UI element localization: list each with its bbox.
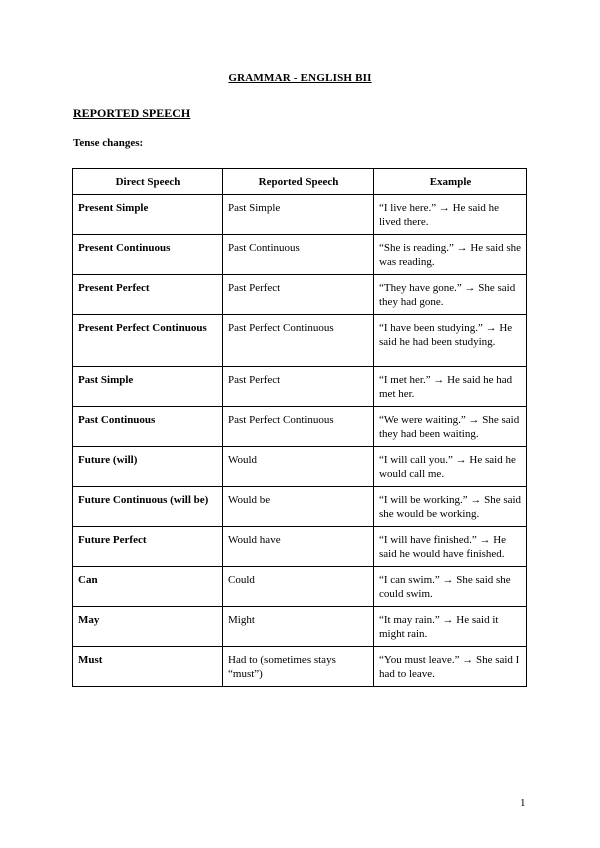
table-header-row bbox=[73, 169, 527, 195]
table-row bbox=[73, 527, 527, 567]
direct-speech-cell: Future Continuous (will be) bbox=[73, 487, 223, 527]
table-row bbox=[73, 275, 527, 315]
reported-speech-cell: Had to (sometimes stays “must”) bbox=[223, 647, 374, 687]
example-cell: “She is reading.” → He said she was reading. bbox=[374, 235, 527, 275]
direct-speech-cell: Future (will) bbox=[73, 447, 223, 487]
reported-speech-cell: Would bbox=[223, 447, 374, 487]
table-row bbox=[73, 567, 527, 607]
reported-speech-cell: Past Simple bbox=[223, 195, 374, 235]
reported-speech-cell: Would be bbox=[223, 487, 374, 527]
table-row bbox=[73, 647, 527, 687]
table-row bbox=[73, 195, 527, 235]
example-cell: “I can swim.” → She said she could swim. bbox=[374, 567, 527, 607]
tense-changes-table bbox=[72, 168, 527, 687]
table-row bbox=[73, 487, 527, 527]
reported-speech-cell: Past Perfect bbox=[223, 367, 374, 407]
example-cell: “I met her.” → He said he had met her. bbox=[374, 367, 527, 407]
reported-speech-cell: Would have bbox=[223, 527, 374, 567]
reported-speech-cell: Might bbox=[223, 607, 374, 647]
example-cell: “I will be working.” → She said she would be working. bbox=[374, 487, 527, 527]
direct-speech-cell: Present Perfect Continuous bbox=[73, 315, 223, 367]
direct-speech-cell: Past Continuous bbox=[73, 407, 223, 447]
document-title: GRAMMAR - ENGLISH BII bbox=[228, 72, 372, 84]
direct-speech-cell: Present Simple bbox=[73, 195, 223, 235]
direct-speech-cell: Past Simple bbox=[73, 367, 223, 407]
example-cell: “You must leave.” → She said I had to leave. bbox=[374, 647, 527, 687]
direct-speech-cell: Must bbox=[73, 647, 223, 687]
example-cell: “I have been studying.” → He said he had been studying. bbox=[374, 315, 527, 367]
example-cell: “I live here.” → He said he lived there. bbox=[374, 195, 527, 235]
header-direct-speech: Direct Speech bbox=[73, 169, 223, 195]
table-row bbox=[73, 315, 527, 367]
header-reported-speech: Reported Speech bbox=[223, 169, 374, 195]
example-cell: “I will have finished.” → He said he would have finished. bbox=[374, 527, 527, 567]
reported-speech-cell: Past Perfect bbox=[223, 275, 374, 315]
example-cell: “We were waiting.” → She said they had been waiting. bbox=[374, 407, 527, 447]
table-row bbox=[73, 607, 527, 647]
subheading: Tense changes: bbox=[73, 137, 144, 149]
reported-speech-cell: Past Continuous bbox=[223, 235, 374, 275]
reported-speech-cell: Could bbox=[223, 567, 374, 607]
reported-speech-cell: Past Perfect Continuous bbox=[223, 407, 374, 447]
example-cell: “I will call you.” → He said he would call me. bbox=[374, 447, 527, 487]
direct-speech-cell: Present Continuous bbox=[73, 235, 223, 275]
table-row bbox=[73, 367, 527, 407]
direct-speech-cell: Present Perfect bbox=[73, 275, 223, 315]
table-row bbox=[73, 235, 527, 275]
page-number: 1 bbox=[520, 797, 526, 809]
direct-speech-cell: May bbox=[73, 607, 223, 647]
direct-speech-cell: Can bbox=[73, 567, 223, 607]
direct-speech-cell: Future Perfect bbox=[73, 527, 223, 567]
example-cell: “They have gone.” → She said they had gone. bbox=[374, 275, 527, 315]
table-row bbox=[73, 407, 527, 447]
section-heading: REPORTED SPEECH bbox=[73, 106, 191, 120]
table-row bbox=[73, 447, 527, 487]
header-example: Example bbox=[374, 169, 527, 195]
reported-speech-cell: Past Perfect Continuous bbox=[223, 315, 374, 367]
example-cell: “It may rain.” → He said it might rain. bbox=[374, 607, 527, 647]
